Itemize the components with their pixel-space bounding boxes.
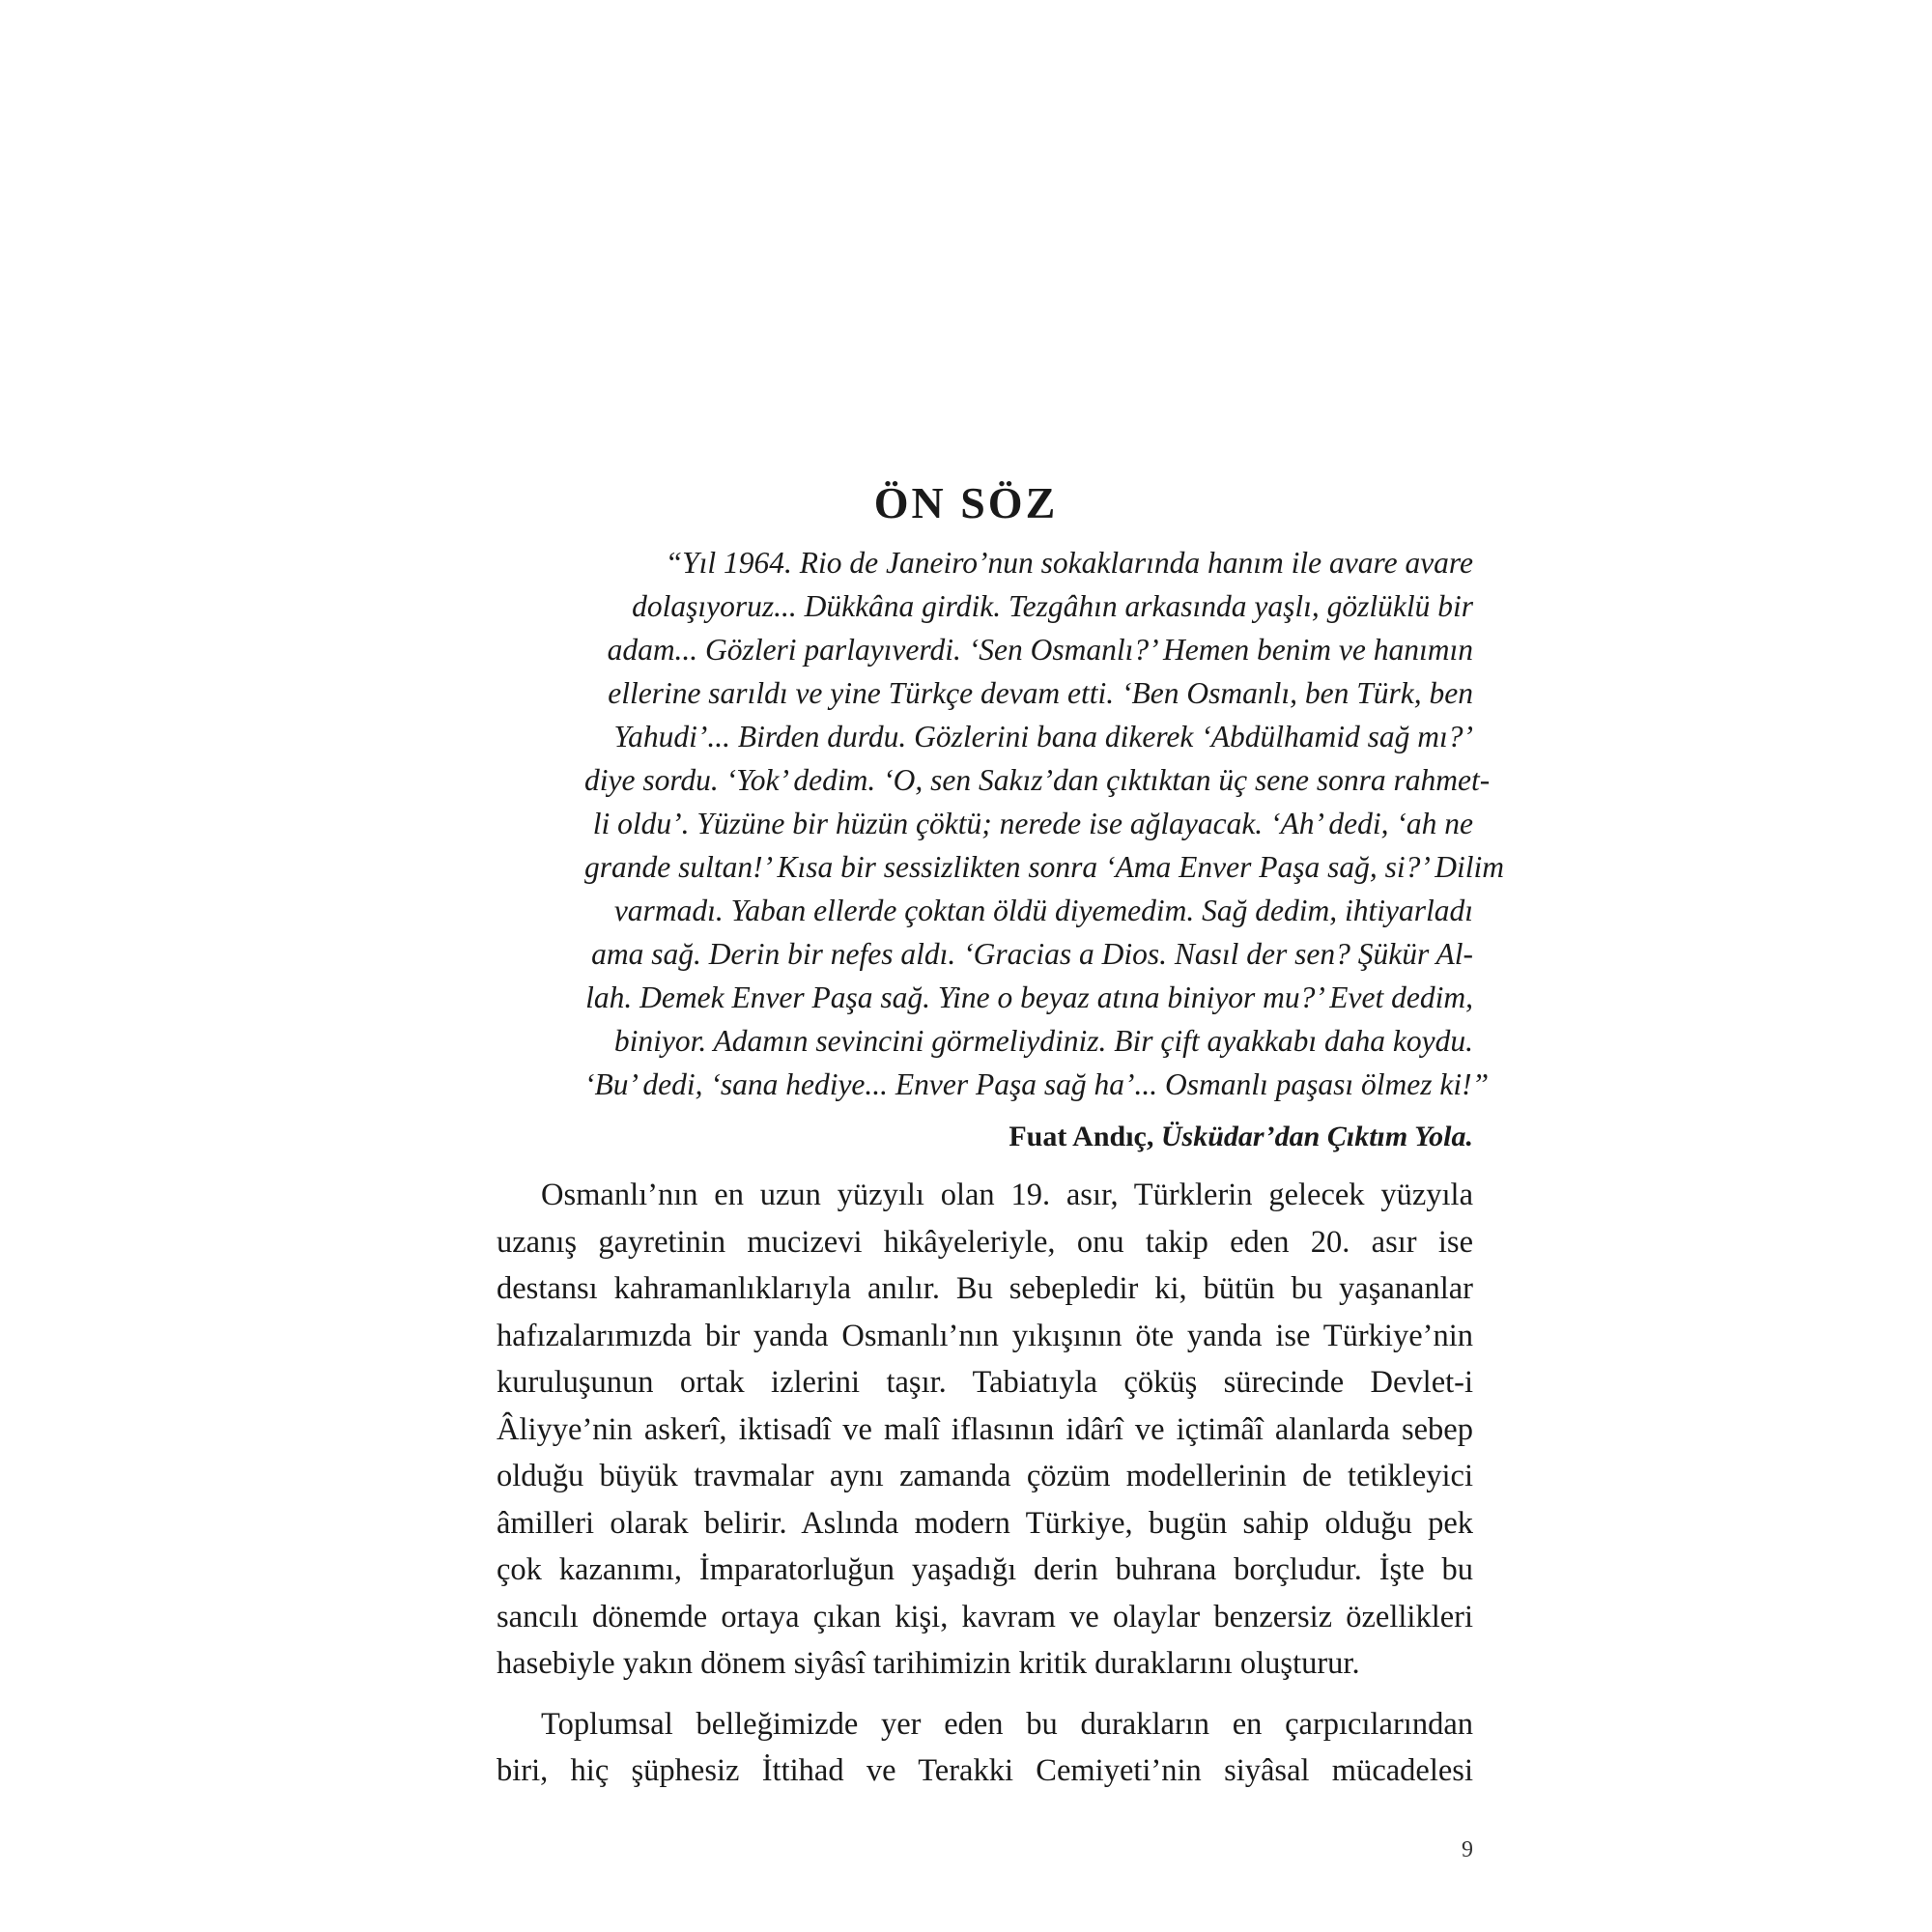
paragraph-line: olduğu büyük travmalar aynı zamanda çözüm modellerinin de tetikleyici bbox=[497, 1459, 1473, 1493]
epigraph-line: “Yıl 1964. Rio de Janeiro’nun sokaklarında hanım ile avare avare bbox=[665, 546, 1473, 580]
attribution-work-title: Üsküdar’dan Çıktım Yola. bbox=[1160, 1121, 1473, 1152]
paragraph-line: biri, hiç şüphesiz İttihad ve Terakki Cemiyeti’nin siyâsal mücadelesi bbox=[497, 1753, 1473, 1788]
epigraph-line: ama sağ. Derin bir nefes aldı. ‘Gracias a Dios. Nasıl der sen? Şükür Al- bbox=[591, 937, 1473, 971]
body-text bbox=[497, 1172, 1473, 1808]
paragraph-line: kuruluşunun ortak izlerini taşır. Tabiatıyla çöküş sürecinde Devlet-i bbox=[497, 1365, 1473, 1400]
epigraph-line: grande sultan!’ Kısa bir sessizlikten sonra ‘Ama Enver Paşa sağ, si?’ Dilim bbox=[584, 850, 1504, 884]
epigraph-attribution bbox=[584, 1116, 1473, 1158]
paragraph-line: çok kazanımı, İmparatorluğun yaşadığı derin buhrana borçludur. İşte bu bbox=[497, 1552, 1473, 1587]
paragraph-line: hafızalarımızda bir yanda Osmanlı’nın yıkışının öte yanda ise Türkiye’nin bbox=[497, 1318, 1473, 1353]
paragraph bbox=[497, 1701, 1473, 1795]
paragraph bbox=[497, 1172, 1473, 1688]
epigraph-line: diye sordu. ‘Yok’ dedim. ‘O, sen Sakız’dan çıktıktan üç sene sonra rahmet- bbox=[584, 763, 1491, 797]
epigraph-line: dolaşıyoruz... Dükkâna girdik. Tezgâhın arkasında yaşlı, gözlüklü bir bbox=[632, 589, 1473, 623]
paragraph-line: Âliyye’nin askerî, iktisadî ve malî iflasının idârî ve içtimâî alanlarda sebep bbox=[497, 1411, 1473, 1447]
paragraph-line: hasebiyle yakın dönem siyâsî tarihimizin kritik duraklarını oluşturur. bbox=[497, 1646, 1360, 1681]
page-number: 9 bbox=[1462, 1837, 1473, 1862]
epigraph-line: ‘Bu’ dedi, ‘sana hediye... Enver Paşa sağ ha’... Osmanlı paşası ölmez ki!” bbox=[584, 1067, 1490, 1101]
paragraph-line: Osmanlı’nın en uzun yüzyılı olan 19. asır, Türklerin gelecek yüzyıla bbox=[541, 1178, 1473, 1212]
paragraph-line: destansı kahramanlıklarıyla anılır. Bu sebepledir ki, bütün bu yaşananlar bbox=[497, 1271, 1473, 1306]
page-title: ÖN SÖZ bbox=[873, 477, 1059, 527]
paragraph-line: âmilleri olarak belirir. Aslında modern Türkiye, bugün sahip olduğu pek bbox=[497, 1505, 1473, 1541]
paragraph-line: sancılı dönemde ortaya çıkan kişi, kavram ve olaylar benzersiz özellikleri bbox=[497, 1599, 1473, 1634]
epigraph-line: lah. Demek Enver Paşa sağ. Yine o beyaz atına biniyor mu?’ Evet dedim, bbox=[585, 980, 1473, 1014]
paragraph-line: uzanış gayretinin mucizevi hikâyeleriyle, onu takip eden 20. asır ise bbox=[497, 1224, 1473, 1260]
epigraph-quote bbox=[584, 541, 1504, 1106]
epigraph-line: li oldu’. Yüzüne bir hüzün çöktü; nerede ise ağlayacak. ‘Ah’ dedi, ‘ah ne bbox=[592, 807, 1473, 840]
epigraph-line: adam... Gözleri parlayıverdi. ‘Sen Osmanlı?’ Hemen benim ve hanımın bbox=[607, 633, 1473, 667]
epigraph-line: varmadı. Yaban ellerde çoktan öldü diyemedim. Sağ dedim, ihtiyarladı bbox=[613, 894, 1473, 927]
epigraph-line: biniyor. Adamın sevincini görmeliydiniz. Bir çift ayakkabı daha koydu. bbox=[613, 1024, 1473, 1058]
paragraph-line: Toplumsal belleğimizde yer eden bu durakların en çarpıcılarından bbox=[541, 1706, 1473, 1742]
epigraph-line: ellerine sarıldı ve yine Türkçe devam etti. ‘Ben Osmanlı, ben Türk, ben bbox=[608, 676, 1473, 710]
epigraph-line: Yahudi’... Birden durdu. Gözlerini bana dikerek ‘Abdülhamid sağ mı?’ bbox=[613, 720, 1473, 753]
attribution-author: Fuat Andıç, bbox=[1009, 1121, 1161, 1152]
